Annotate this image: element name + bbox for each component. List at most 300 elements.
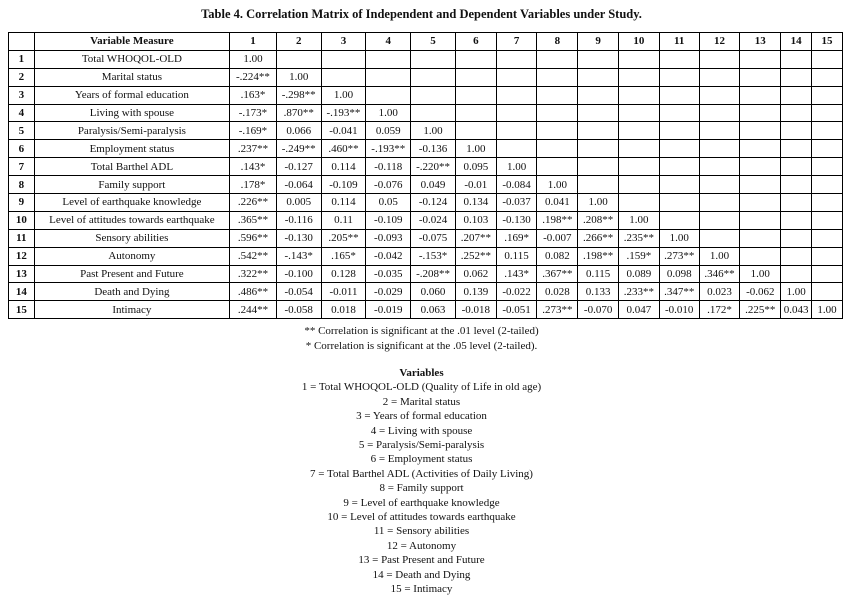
row-number: 11 — [9, 229, 35, 247]
correlation-cell — [812, 68, 843, 86]
correlation-cell: 0.115 — [496, 247, 537, 265]
column-header: 10 — [619, 33, 660, 51]
row-number: 7 — [9, 158, 35, 176]
correlation-cell — [812, 50, 843, 68]
correlation-cell: .143* — [496, 265, 537, 283]
correlation-cell: -0.037 — [496, 194, 537, 212]
table-row — [9, 194, 843, 212]
correlation-cell: .207** — [455, 229, 496, 247]
correlation-cell: 0.05 — [366, 194, 411, 212]
correlation-cell: -0.062 — [740, 283, 781, 301]
correlation-cell — [411, 68, 456, 86]
column-header: 4 — [366, 33, 411, 51]
correlation-cell — [812, 194, 843, 212]
table-row — [9, 140, 843, 158]
correlation-cell — [812, 140, 843, 158]
correlation-cell — [812, 158, 843, 176]
row-number: 12 — [9, 247, 35, 265]
correlation-cell: -0.051 — [496, 301, 537, 319]
column-header: 5 — [411, 33, 456, 51]
correlation-cell — [699, 140, 740, 158]
variable-legend-item: 11 = Sensory abilities — [373, 525, 470, 538]
correlation-cell: -0.010 — [659, 301, 699, 319]
correlation-cell: 0.060 — [411, 283, 456, 301]
correlation-cell: .596** — [230, 229, 277, 247]
correlation-cell: 0.114 — [321, 158, 366, 176]
row-number: 1 — [9, 50, 35, 68]
column-header: 15 — [812, 33, 843, 51]
correlation-cell — [812, 176, 843, 194]
table-row — [9, 158, 843, 176]
correlation-cell: 1.00 — [619, 211, 660, 229]
correlation-cell: .322** — [230, 265, 277, 283]
row-number: 6 — [9, 140, 35, 158]
correlation-cell — [740, 122, 781, 140]
correlation-cell: -0.041 — [321, 122, 366, 140]
correlation-cell: -0.042 — [366, 247, 411, 265]
correlation-cell: -0.024 — [411, 211, 456, 229]
correlation-cell — [321, 50, 366, 68]
variable-legend-item: 4 = Living with spouse — [370, 424, 473, 437]
column-header: 3 — [321, 33, 366, 51]
correlation-cell — [659, 158, 699, 176]
column-header: 8 — [537, 33, 578, 51]
correlation-cell: -.193** — [321, 104, 366, 122]
correlation-cell: 0.134 — [455, 194, 496, 212]
correlation-cell — [537, 50, 578, 68]
correlation-cell: -0.093 — [366, 229, 411, 247]
correlation-cell: 0.059 — [366, 122, 411, 140]
variable-name: Family support — [34, 176, 229, 194]
correlation-cell — [496, 122, 537, 140]
correlation-cell: 1.00 — [781, 283, 812, 301]
variable-name: Marital status — [34, 68, 229, 86]
correlation-cell — [578, 140, 619, 158]
correlation-cell: -0.054 — [276, 283, 321, 301]
correlation-cell: 0.139 — [455, 283, 496, 301]
correlation-cell: 0.082 — [537, 247, 578, 265]
correlation-cell — [699, 229, 740, 247]
correlation-cell — [496, 50, 537, 68]
variable-legend-item: 3 = Years of formal education — [356, 410, 487, 423]
correlation-cell — [619, 140, 660, 158]
correlation-cell: 0.089 — [619, 265, 660, 283]
correlation-cell — [455, 86, 496, 104]
correlation-cell: 0.041 — [537, 194, 578, 212]
correlation-cell: .226** — [230, 194, 277, 212]
correlation-cell: 1.00 — [812, 301, 843, 319]
correlation-cell — [619, 122, 660, 140]
correlation-cell: .198** — [537, 211, 578, 229]
correlation-cell — [619, 176, 660, 194]
correlation-cell: 0.023 — [699, 283, 740, 301]
variable-legend-item: 5 = Paralysis/Semi-paralysis — [358, 439, 485, 452]
correlation-cell: .266** — [578, 229, 619, 247]
correlation-cell: .165* — [321, 247, 366, 265]
row-number: 14 — [9, 283, 35, 301]
correlation-cell — [496, 104, 537, 122]
correlation-cell — [366, 86, 411, 104]
correlation-cell — [659, 104, 699, 122]
correlation-cell: .365** — [230, 211, 277, 229]
correlation-cell: -0.075 — [411, 229, 456, 247]
matrix-body — [9, 50, 843, 318]
correlation-cell — [578, 104, 619, 122]
correlation-cell — [781, 265, 812, 283]
correlation-cell: 1.00 — [537, 176, 578, 194]
correlation-cell: -0.109 — [321, 176, 366, 194]
correlation-cell: .870** — [276, 104, 321, 122]
table-row — [9, 247, 843, 265]
correlation-cell — [619, 194, 660, 212]
variable-name: Paralysis/Semi-paralysis — [34, 122, 229, 140]
correlation-cell — [276, 50, 321, 68]
correlation-cell: 0.133 — [578, 283, 619, 301]
correlation-cell: .159* — [619, 247, 660, 265]
correlation-cell — [740, 140, 781, 158]
correlation-cell: 1.00 — [578, 194, 619, 212]
correlation-cell — [699, 158, 740, 176]
correlation-cell: 0.063 — [411, 301, 456, 319]
variable-legend-item: 2 = Marital status — [382, 395, 461, 408]
correlation-cell: .460** — [321, 140, 366, 158]
correlation-cell: -.143* — [276, 247, 321, 265]
correlation-cell: 1.00 — [366, 104, 411, 122]
correlation-cell: -.224** — [230, 68, 277, 86]
variable-legend-item: 12 = Autonomy — [386, 539, 457, 552]
correlation-cell — [578, 50, 619, 68]
column-header: 1 — [230, 33, 277, 51]
correlation-cell — [740, 176, 781, 194]
correlation-cell — [812, 229, 843, 247]
correlation-cell: -0.058 — [276, 301, 321, 319]
variable-legend-item: 8 = Family support — [379, 482, 464, 495]
correlation-cell: -0.130 — [276, 229, 321, 247]
table-row — [9, 301, 843, 319]
correlation-cell — [812, 283, 843, 301]
correlation-cell — [699, 86, 740, 104]
row-number: 5 — [9, 122, 35, 140]
correlation-cell — [619, 50, 660, 68]
correlation-cell: .163* — [230, 86, 277, 104]
correlation-cell — [659, 122, 699, 140]
correlation-cell — [740, 68, 781, 86]
correlation-cell — [812, 122, 843, 140]
correlation-cell: 1.00 — [276, 68, 321, 86]
correlation-cell — [699, 68, 740, 86]
correlation-cell — [537, 86, 578, 104]
correlation-cell: 1.00 — [455, 140, 496, 158]
correlation-cell — [537, 104, 578, 122]
correlation-cell — [578, 158, 619, 176]
correlation-cell: -0.076 — [366, 176, 411, 194]
correlation-cell: -0.130 — [496, 211, 537, 229]
correlation-cell — [537, 122, 578, 140]
variable-legend-item: 6 = Employment status — [370, 453, 473, 466]
correlation-cell: .198** — [578, 247, 619, 265]
variable-name: Total Barthel ADL — [34, 158, 229, 176]
variable-name: Living with spouse — [34, 104, 229, 122]
table-row — [9, 86, 843, 104]
correlation-cell — [740, 211, 781, 229]
variable-name: Past Present and Future — [34, 265, 229, 283]
variable-legend-item: 13 = Past Present and Future — [358, 554, 485, 567]
correlation-cell: -.298** — [276, 86, 321, 104]
correlation-cell — [699, 104, 740, 122]
correlation-cell — [781, 229, 812, 247]
variable-legend-item: 15 = Intimacy — [390, 583, 453, 596]
variable-name: Level of attitudes towards earthquake — [34, 211, 229, 229]
variable-legend-item: 10 = Level of attitudes towards earthquake — [327, 511, 516, 524]
variable-name: Autonomy — [34, 247, 229, 265]
correlation-cell — [578, 176, 619, 194]
correlation-cell: .367** — [537, 265, 578, 283]
correlation-cell: .233** — [619, 283, 660, 301]
correlation-cell: .273** — [537, 301, 578, 319]
correlation-cell: 0.103 — [455, 211, 496, 229]
correlation-cell — [740, 86, 781, 104]
correlation-cell: 0.047 — [619, 301, 660, 319]
correlation-cell — [366, 68, 411, 86]
correlation-cell: -0.136 — [411, 140, 456, 158]
correlation-cell — [740, 104, 781, 122]
correlation-cell — [537, 140, 578, 158]
correlation-cell: 0.095 — [455, 158, 496, 176]
correlation-cell: 0.028 — [537, 283, 578, 301]
table-row — [9, 50, 843, 68]
correlation-cell — [411, 86, 456, 104]
variable-name: Employment status — [34, 140, 229, 158]
correlation-cell: 0.114 — [321, 194, 366, 212]
measure-header: Variable Measure — [34, 33, 229, 51]
correlation-cell — [781, 247, 812, 265]
row-number: 4 — [9, 104, 35, 122]
correlation-cell: 0.049 — [411, 176, 456, 194]
correlation-cell — [812, 86, 843, 104]
correlation-cell: -0.070 — [578, 301, 619, 319]
significance-notes — [0, 324, 843, 354]
correlation-cell — [781, 68, 812, 86]
variable-name: Sensory abilities — [34, 229, 229, 247]
correlation-cell: 0.098 — [659, 265, 699, 283]
correlation-cell — [699, 211, 740, 229]
variable-name: Total WHOQOL-OLD — [34, 50, 229, 68]
variables-legend — [0, 366, 843, 597]
table-title: Table 4. Correlation Matrix of Independent and Dependent Variables under Study. — [201, 7, 642, 21]
table-row — [9, 229, 843, 247]
correlation-cell: 1.00 — [699, 247, 740, 265]
correlation-cell — [578, 86, 619, 104]
column-header: 14 — [781, 33, 812, 51]
correlation-cell: -0.007 — [537, 229, 578, 247]
variable-legend-item: 7 = Total Barthel ADL (Activities of Daily Living) — [310, 467, 533, 480]
correlation-cell — [578, 68, 619, 86]
correlation-cell: -0.029 — [366, 283, 411, 301]
correlation-cell: .169* — [496, 229, 537, 247]
note-05-level: * Correlation is significant at the .05 level (2-tailed). — [305, 340, 538, 352]
variable-name: Death and Dying — [34, 283, 229, 301]
row-number: 10 — [9, 211, 35, 229]
correlation-cell — [740, 194, 781, 212]
variable-name: Level of earthquake knowledge — [34, 194, 229, 212]
correlation-cell: .244** — [230, 301, 277, 319]
table-row — [9, 68, 843, 86]
correlation-cell: 0.062 — [455, 265, 496, 283]
correlation-cell: 0.005 — [276, 194, 321, 212]
correlation-cell: -0.084 — [496, 176, 537, 194]
header-row — [9, 33, 843, 51]
correlation-cell — [740, 229, 781, 247]
note-01-level: ** Correlation is significant at the .01 level (2-tailed) — [304, 325, 539, 337]
correlation-cell — [659, 211, 699, 229]
correlation-cell: -0.124 — [411, 194, 456, 212]
row-number: 3 — [9, 86, 35, 104]
correlation-cell: 1.00 — [659, 229, 699, 247]
correlation-cell: .225** — [740, 301, 781, 319]
correlation-cell — [455, 122, 496, 140]
correlation-cell — [699, 176, 740, 194]
correlation-cell — [699, 194, 740, 212]
variables-list — [0, 380, 843, 596]
table-row — [9, 211, 843, 229]
correlation-cell: -.220** — [411, 158, 456, 176]
correlation-cell: -.173* — [230, 104, 277, 122]
table-row — [9, 104, 843, 122]
correlation-cell: .208** — [578, 211, 619, 229]
correlation-cell — [455, 68, 496, 86]
correlation-cell: -0.018 — [455, 301, 496, 319]
correlation-cell: 0.066 — [276, 122, 321, 140]
correlation-cell: 0.043 — [781, 301, 812, 319]
correlation-cell — [578, 122, 619, 140]
correlation-cell: -0.011 — [321, 283, 366, 301]
correlation-cell: .542** — [230, 247, 277, 265]
correlation-cell: 1.00 — [411, 122, 456, 140]
correlation-cell: 0.115 — [578, 265, 619, 283]
column-header: 9 — [578, 33, 619, 51]
correlation-cell — [496, 68, 537, 86]
correlation-cell: .347** — [659, 283, 699, 301]
correlation-cell: 1.00 — [230, 50, 277, 68]
correlation-cell — [366, 50, 411, 68]
correlation-cell: .143* — [230, 158, 277, 176]
column-header: 12 — [699, 33, 740, 51]
correlation-cell — [781, 211, 812, 229]
correlation-cell — [619, 68, 660, 86]
row-number: 15 — [9, 301, 35, 319]
correlation-cell — [740, 247, 781, 265]
correlation-cell — [619, 158, 660, 176]
correlation-cell — [537, 68, 578, 86]
correlation-cell: -.169* — [230, 122, 277, 140]
correlation-cell: 0.128 — [321, 265, 366, 283]
correlation-cell: -0.100 — [276, 265, 321, 283]
variable-legend-item: 14 = Death and Dying — [372, 568, 471, 581]
correlation-cell: -.193** — [366, 140, 411, 158]
correlation-cell: -0.022 — [496, 283, 537, 301]
row-number: 2 — [9, 68, 35, 86]
correlation-cell — [781, 86, 812, 104]
table-row — [9, 265, 843, 283]
correlation-cell — [699, 122, 740, 140]
correlation-cell — [740, 158, 781, 176]
correlation-cell: -0.035 — [366, 265, 411, 283]
correlation-cell — [659, 176, 699, 194]
correlation-cell — [659, 68, 699, 86]
correlation-cell: 1.00 — [740, 265, 781, 283]
column-header: 7 — [496, 33, 537, 51]
correlation-cell — [496, 140, 537, 158]
variable-legend-item: 9 = Level of earthquake knowledge — [343, 496, 500, 509]
correlation-cell — [619, 86, 660, 104]
column-header: 13 — [740, 33, 781, 51]
correlation-cell — [659, 86, 699, 104]
correlation-cell: -.249** — [276, 140, 321, 158]
correlation-cell — [781, 194, 812, 212]
correlation-cell: -0.127 — [276, 158, 321, 176]
row-number: 13 — [9, 265, 35, 283]
correlation-cell — [812, 265, 843, 283]
variables-title: Variables — [399, 367, 444, 379]
variable-legend-item: 1 = Total WHOQOL-OLD (Quality of Life in old age) — [301, 381, 542, 394]
correlation-cell — [659, 194, 699, 212]
table-row — [9, 122, 843, 140]
correlation-cell — [321, 68, 366, 86]
correlation-cell — [781, 50, 812, 68]
correlation-cell — [781, 158, 812, 176]
correlation-cell — [781, 104, 812, 122]
correlation-cell: .178* — [230, 176, 277, 194]
correlation-cell — [537, 158, 578, 176]
row-number: 9 — [9, 194, 35, 212]
correlation-cell: -.208** — [411, 265, 456, 283]
correlation-cell — [455, 50, 496, 68]
correlation-cell: -0.116 — [276, 211, 321, 229]
correlation-cell: -.153* — [411, 247, 456, 265]
correlation-cell: -0.064 — [276, 176, 321, 194]
column-header: 2 — [276, 33, 321, 51]
correlation-cell: -0.109 — [366, 211, 411, 229]
correlation-cell: .235** — [619, 229, 660, 247]
correlation-cell: .172* — [699, 301, 740, 319]
table-row — [9, 176, 843, 194]
correlation-cell — [619, 104, 660, 122]
correlation-cell — [496, 86, 537, 104]
row-number: 8 — [9, 176, 35, 194]
correlation-cell — [699, 50, 740, 68]
correlation-cell — [411, 50, 456, 68]
correlation-cell: 0.11 — [321, 211, 366, 229]
corner-cell — [9, 33, 35, 51]
correlation-cell: 1.00 — [321, 86, 366, 104]
correlation-cell — [740, 50, 781, 68]
correlation-cell: .346** — [699, 265, 740, 283]
correlation-cell: .237** — [230, 140, 277, 158]
correlation-cell: -0.118 — [366, 158, 411, 176]
correlation-cell — [781, 140, 812, 158]
correlation-cell — [812, 104, 843, 122]
correlation-cell: -0.01 — [455, 176, 496, 194]
correlation-cell — [455, 104, 496, 122]
correlation-cell — [659, 140, 699, 158]
correlation-cell — [781, 122, 812, 140]
correlation-cell: .252** — [455, 247, 496, 265]
correlation-cell — [812, 247, 843, 265]
correlation-cell: .273** — [659, 247, 699, 265]
column-header: 11 — [659, 33, 699, 51]
correlation-cell — [411, 104, 456, 122]
correlation-cell: .205** — [321, 229, 366, 247]
